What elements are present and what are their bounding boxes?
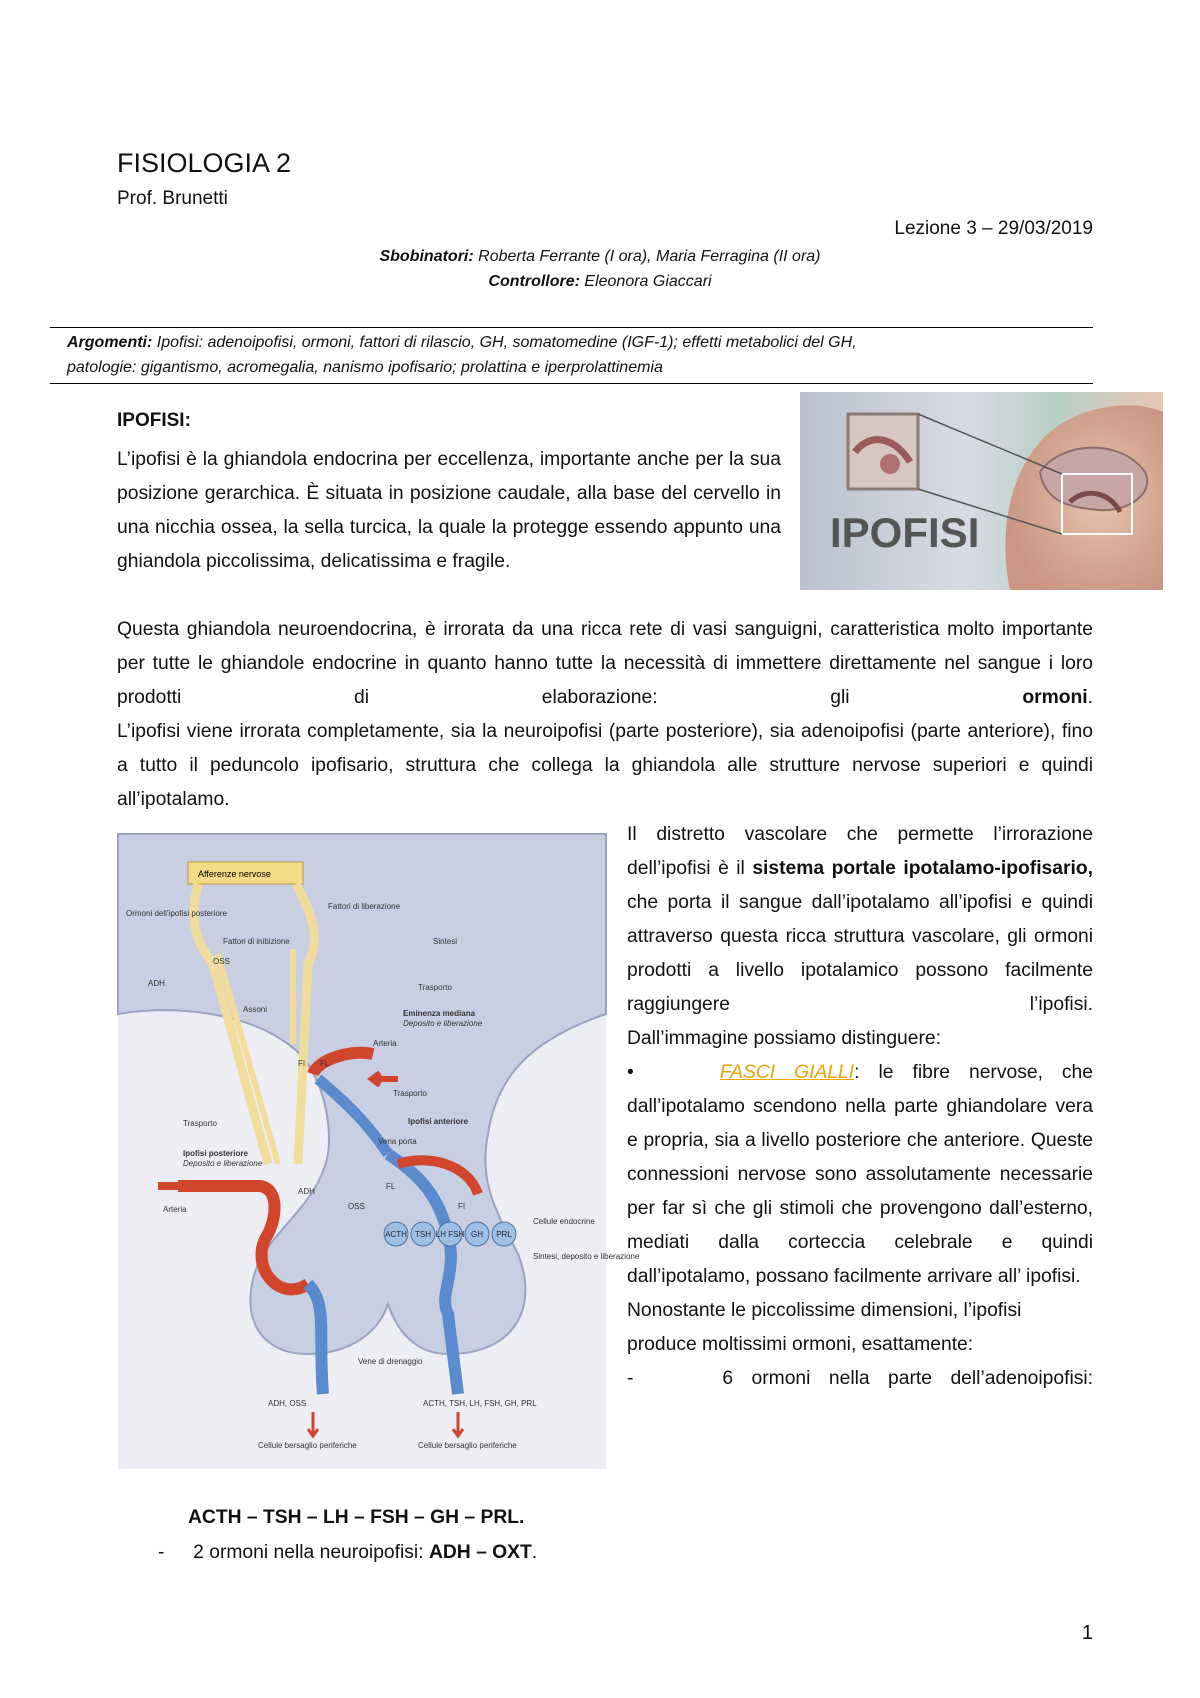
cell-acth: ACTH (385, 1230, 407, 1239)
label-acth-list: ACTH, TSH, LH, FSH, GH, PRL (423, 1399, 537, 1408)
label-vene-drenaggio: Vene di drenaggio (358, 1357, 423, 1366)
label-oss: OSS (213, 957, 230, 966)
label-sintesi-2: Sintesi, deposito e liberazione (533, 1252, 640, 1261)
label-eminenza: Eminenza mediana (403, 1009, 476, 1018)
neuro-item-bold: ADH – OXT (428, 1542, 532, 1563)
label-adh-2: ADH (298, 1187, 315, 1196)
cell-gh: GH (471, 1230, 483, 1239)
hormones-adeno-list: ACTH – TSH – LH – FSH – GH – PRL. (188, 1507, 525, 1528)
topics-line-1: Ipofisi: adenoipofisi, ormoni, fattori di rilascio, GH, somatomedine (IGF-1); effetti metabolici del GH, (156, 334, 857, 351)
label-bersaglio-2: Cellule bersaglio periferiche (418, 1441, 517, 1450)
checker-line (0, 273, 1200, 291)
cell-lh-fsh: LH FSH (435, 1230, 465, 1239)
right-column (627, 818, 1093, 1430)
label-cellule-endo: Cellule endocrine (533, 1217, 595, 1226)
label-arteria-1: Arteria (373, 1039, 397, 1048)
label-fl-2: FL (386, 1182, 396, 1191)
checker-label: Controllore: (488, 273, 580, 290)
label-assoni: Assoni (243, 1005, 268, 1014)
professor-name: Prof. Brunetti (117, 188, 228, 209)
label-arteria-2: Arteria (163, 1205, 187, 1214)
paragraph-irrorazione: L’ipofisi viene irrorata completamente, sia la neuroipofisi (parte posteriore), sia adenoipofisi (parte anteriore), fino a tutto il peduncolo ipofisario, struttura che collega la ghiandola alle strutture nervose superiori e quindi all’ipotalamo. (117, 721, 1093, 810)
topics-line-2: patologie: gigantismo, acromegalia, nanismo ipofisario; prolattina e iperprolattinemia (67, 359, 663, 376)
label-adh: ADH (148, 979, 165, 988)
page-number: 1 (1081, 1622, 1093, 1644)
portale-text-a: Il distretto vascolare che permette l’irrorazione dell’ipofisi è il (627, 824, 1093, 879)
topics-block (67, 330, 1097, 380)
p2-text: Questa ghiandola neuroendocrina, è irrorata da una ricca rete di vasi sanguigni, caratteristica molto importante per tutte le ghiandole endocrine in quanto hanno tutte la necessità di immettere direttamente nel sangue i loro prodotti di elaborazione: gli (117, 619, 1093, 708)
list-item-neuro (158, 1536, 537, 1570)
document-title: FISIOLOGIA 2 (117, 148, 292, 178)
transcribers-names: Roberta Ferrante (I ora), Maria Ferragina (II ora) (478, 248, 821, 265)
paragraph-portale (627, 818, 1093, 1056)
label-eminenza-sub: Deposito e liberazione (403, 1019, 483, 1028)
label-trasporto-2: Trasporto (393, 1089, 427, 1098)
topics-bottom-rule (50, 383, 1093, 384)
list-item-adeno (627, 1362, 1093, 1430)
adeno-item-text: 6 ormoni nella parte dell’adenoipofisi: (722, 1368, 1094, 1389)
label-trasporto-1: Trasporto (418, 983, 452, 992)
label-sintesi: Sintesi (433, 937, 458, 946)
neuro-item-end: . (531, 1542, 538, 1563)
p2-bold-ormoni: ormoni (1022, 687, 1088, 708)
label-vena-porta: Vena porta (378, 1137, 417, 1146)
paragraph-distinguere: Dall’immagine possiamo distinguere: (627, 1028, 941, 1049)
neuro-item-text: 2 ormoni nella neuroipofisi: (193, 1542, 424, 1563)
bullet-symbol: • (627, 1062, 634, 1083)
bullet-fasci-gialli (627, 1056, 1093, 1294)
label-ormoni-post: Ormoni dell’ipofisi posteriore (126, 909, 227, 918)
ipofisi-photo (800, 392, 1163, 590)
label-ipofisi-post-sub: Deposito e liberazione (183, 1159, 263, 1168)
label-fi-1: FI (298, 1059, 306, 1068)
label-ipofisi-ant: Ipofisi anteriore (408, 1117, 469, 1126)
cell-prl: PRL (496, 1230, 512, 1239)
paragraph-ormoni: Nonostante le piccolissime dimensioni, l’ipofisi produce moltissimi ormoni, esattamente: (627, 1300, 1022, 1355)
label-afferenze: Afferenze nervose (198, 869, 271, 879)
lesson-date: Lezione 3 – 29/03/2019 (894, 218, 1093, 239)
checker-name: Eleonora Giaccari (584, 273, 712, 290)
dash-2: - (158, 1542, 165, 1563)
topics-top-rule (50, 327, 1093, 328)
label-trasporto-3: Trasporto (183, 1119, 217, 1128)
label-bersaglio-1: Cellule bersaglio periferiche (258, 1441, 357, 1450)
paragraph-ipofisi-intro: L’ipofisi è la ghiandola endocrina per eccellenza, importante anche per la sua posizione gerarchica. È situata in posizione caudale, alla base del cervello in una nicchia ossea, la sella turcica, la quale la protegge essendo appunto una ghiandola piccolissima, delicatissima e fragile. (117, 449, 781, 572)
section-heading: IPOFISI: (117, 410, 191, 431)
transcribers-label: Sbobinatori: (379, 248, 474, 265)
transcribers-line (0, 248, 1200, 266)
fasci-gialli-text: : le fibre nervose, che dall’ipotalamo scendono nella parte ghiandolare vera e propria, sia a livello posteriore che anteriore. Queste connessioni nervose sono assolutamente necessarie per far sì che gli stimoli che provengono dall’esterno, mediati dalla corteccia celebrale e quindi dall’ipotalamo, possano facilmente arrivare all’ ipofisi. (627, 1062, 1094, 1287)
label-oss-2: OSS (348, 1202, 365, 1211)
label-fattori-inib: Fattori di inibizione (223, 937, 290, 946)
label-fl-1: FL (320, 1059, 330, 1068)
portal-system-diagram (118, 834, 640, 1469)
paragraph-vascular (117, 613, 1093, 817)
dash-1: - (627, 1368, 634, 1389)
topics-label: Argomenti: (67, 334, 153, 351)
label-fattori-lib: Fattori di liberazione (328, 902, 401, 911)
label-ipofisi-post: Ipofisi posteriore (183, 1149, 248, 1158)
label-adh-oss: ADH, OSS (268, 1399, 307, 1408)
p2-end: . (1087, 687, 1094, 708)
cell-tsh: TSH (415, 1230, 431, 1239)
fasci-gialli-label: FASCI GIALLI (719, 1062, 855, 1083)
label-fi-2: FI (458, 1202, 466, 1211)
photo-label: IPOFISI (830, 509, 980, 556)
portale-bold: sistema portale ipotalamo-ipofisario, (752, 858, 1093, 879)
portale-text-b: che porta il sangue dall’ipotalamo all’ipofisi e quindi attraverso questa ricca struttura vascolare, gli ormoni prodotti a livello ipotalamico possono facilmente raggiungere l’ipofisi. (627, 892, 1093, 1015)
